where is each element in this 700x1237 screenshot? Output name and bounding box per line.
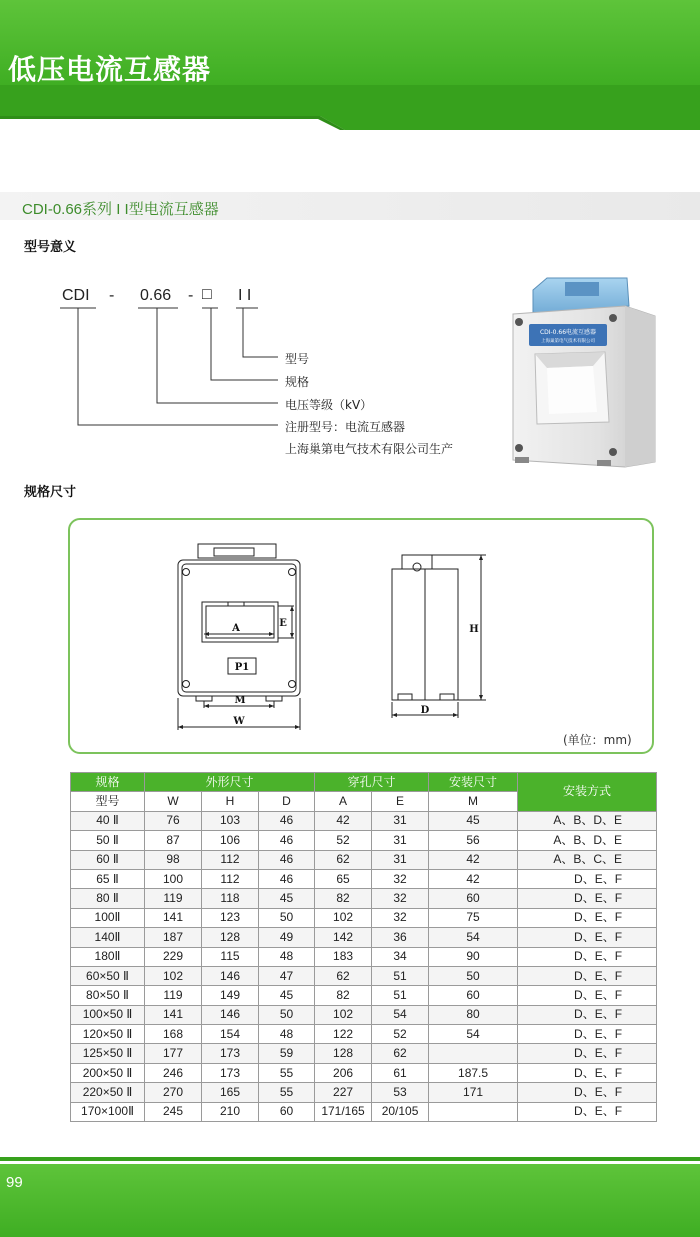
cell-a: 62 — [315, 850, 372, 869]
cell-a: 62 — [315, 966, 372, 985]
cell-h: 123 — [202, 908, 259, 927]
table-row — [71, 889, 657, 908]
cell-e: 61 — [372, 1063, 429, 1082]
cell-model: 200×50 Ⅱ — [71, 1063, 145, 1082]
cell-method: D、E、F — [518, 1102, 657, 1121]
cell-model: 80×50 Ⅱ — [71, 986, 145, 1005]
th-model: 型号 — [71, 792, 145, 811]
cell-e: 32 — [372, 908, 429, 927]
th-hole: 穿孔尺寸 — [315, 773, 429, 792]
cell-model: 60×50 Ⅱ — [71, 966, 145, 985]
cell-method: D、E、F — [518, 908, 657, 927]
th-d: D — [259, 792, 315, 811]
th-a: A — [315, 792, 372, 811]
dim-label-m: M — [234, 695, 246, 706]
dim-label-h: H — [469, 624, 479, 635]
cell-h: 173 — [202, 1063, 259, 1082]
cell-h: 115 — [202, 947, 259, 966]
cell-m: 90 — [429, 947, 518, 966]
table-row — [71, 869, 657, 888]
cell-m: 54 — [429, 1025, 518, 1044]
table-row — [71, 1005, 657, 1024]
cell-model: 220×50 Ⅱ — [71, 1083, 145, 1102]
dim-label-e: E — [279, 618, 287, 629]
cell-e: 34 — [372, 947, 429, 966]
cell-w: 102 — [145, 966, 202, 985]
th-method: 安装方式 — [518, 773, 657, 812]
cell-m: 75 — [429, 908, 518, 927]
dimension-drawing — [68, 518, 654, 754]
product-label-name: CDI-0.66电流互感器 — [539, 329, 597, 336]
code-part-voltage: 0.66 — [140, 287, 172, 304]
dimensions-heading: 规格尺寸 — [24, 485, 77, 500]
legend-registered: 注册型号：电流互感器 — [285, 420, 406, 434]
dim-label-a: A — [232, 623, 240, 634]
cell-e: 51 — [372, 986, 429, 1005]
table-row — [71, 947, 657, 966]
cell-h: 112 — [202, 869, 259, 888]
cell-d: 50 — [259, 908, 315, 927]
cell-a: 42 — [315, 811, 372, 830]
table-row — [71, 986, 657, 1005]
table-row — [71, 966, 657, 985]
cell-w: 141 — [145, 1005, 202, 1024]
code-part-spec: □ — [202, 286, 212, 303]
cell-d: 48 — [259, 947, 315, 966]
cell-e: 31 — [372, 831, 429, 850]
cell-w: 168 — [145, 1025, 202, 1044]
cell-w: 141 — [145, 908, 202, 927]
cell-w: 187 — [145, 928, 202, 947]
cell-method: D、E、F — [518, 1063, 657, 1082]
cell-e: 31 — [372, 850, 429, 869]
cell-method: A、B、C、E — [518, 850, 657, 869]
cell-w: 119 — [145, 986, 202, 1005]
cell-e: 32 — [372, 869, 429, 888]
cell-d: 45 — [259, 889, 315, 908]
cell-a: 171/165 — [315, 1102, 372, 1121]
table-row — [71, 811, 657, 830]
cell-m: 45 — [429, 811, 518, 830]
cell-model: 120×50 Ⅱ — [71, 1025, 145, 1044]
page-number: 99 — [6, 1174, 23, 1191]
cell-method: D、E、F — [518, 986, 657, 1005]
dim-label-p1: P1 — [234, 662, 250, 673]
cell-w: 119 — [145, 889, 202, 908]
cell-a: 128 — [315, 1044, 372, 1063]
cell-d: 46 — [259, 811, 315, 830]
table-row — [71, 908, 657, 927]
cell-method: A、B、D、E — [518, 811, 657, 830]
cell-h: 154 — [202, 1025, 259, 1044]
cell-w: 98 — [145, 850, 202, 869]
legend-voltage: 电压等级（kV） — [285, 398, 373, 412]
cell-method: D、E、F — [518, 1025, 657, 1044]
th-spec: 规格 — [71, 773, 145, 792]
table-row — [71, 831, 657, 850]
cell-w: 177 — [145, 1044, 202, 1063]
cell-w: 87 — [145, 831, 202, 850]
cell-m: 60 — [429, 889, 518, 908]
dim-label-d: D — [420, 705, 430, 716]
cell-model: 180Ⅱ — [71, 947, 145, 966]
cell-w: 245 — [145, 1102, 202, 1121]
cell-a: 142 — [315, 928, 372, 947]
cell-model: 140Ⅱ — [71, 928, 145, 947]
cell-m — [429, 1102, 518, 1121]
cell-d: 50 — [259, 1005, 315, 1024]
cell-method: D、E、F — [518, 869, 657, 888]
cell-m: 80 — [429, 1005, 518, 1024]
cell-a: 102 — [315, 908, 372, 927]
cell-model: 60 Ⅱ — [71, 850, 145, 869]
cell-a: 183 — [315, 947, 372, 966]
cell-e: 32 — [372, 889, 429, 908]
cell-m: 56 — [429, 831, 518, 850]
dim-label-w: W — [233, 716, 245, 727]
cell-h: 128 — [202, 928, 259, 947]
cell-m: 50 — [429, 966, 518, 985]
cell-model: 170×100Ⅱ — [71, 1102, 145, 1121]
footer-line — [0, 1157, 700, 1161]
cell-model: 100×50 Ⅱ — [71, 1005, 145, 1024]
cell-method: D、E、F — [518, 947, 657, 966]
product-image — [505, 272, 665, 472]
cell-a: 206 — [315, 1063, 372, 1082]
code-part-dash-2: - — [188, 287, 194, 304]
cell-w: 246 — [145, 1063, 202, 1082]
cell-method: D、E、F — [518, 1005, 657, 1024]
cell-model: 125×50 Ⅱ — [71, 1044, 145, 1063]
cell-m: 171 — [429, 1083, 518, 1102]
table-row — [71, 1044, 657, 1063]
cell-d: 49 — [259, 928, 315, 947]
code-part-type: I I — [238, 287, 252, 304]
cell-h: 210 — [202, 1102, 259, 1121]
table-row — [71, 1025, 657, 1044]
cell-m: 54 — [429, 928, 518, 947]
cell-m: 60 — [429, 986, 518, 1005]
th-e: E — [372, 792, 429, 811]
cell-w: 76 — [145, 811, 202, 830]
cell-d: 55 — [259, 1063, 315, 1082]
page-title: 低压电流互感器 — [8, 53, 212, 86]
cell-h: 146 — [202, 1005, 259, 1024]
cell-a: 227 — [315, 1083, 372, 1102]
cell-h: 149 — [202, 986, 259, 1005]
cell-d: 46 — [259, 869, 315, 888]
cell-w: 270 — [145, 1083, 202, 1102]
cell-h: 165 — [202, 1083, 259, 1102]
cell-method: D、E、F — [518, 928, 657, 947]
cell-d: 59 — [259, 1044, 315, 1063]
code-part-dash-1: - — [109, 287, 115, 304]
cell-method: D、E、F — [518, 966, 657, 985]
spec-table-body — [71, 811, 657, 1121]
cell-d: 48 — [259, 1025, 315, 1044]
cell-h: 106 — [202, 831, 259, 850]
cell-method: A、B、D、E — [518, 831, 657, 850]
cell-m — [429, 1044, 518, 1063]
cell-a: 82 — [315, 889, 372, 908]
legend-maker: 上海巢第电气技术有限公司生产 — [285, 442, 454, 456]
cell-e: 54 — [372, 1005, 429, 1024]
table-row — [71, 1083, 657, 1102]
cell-d: 46 — [259, 850, 315, 869]
cell-d: 47 — [259, 966, 315, 985]
cell-h: 173 — [202, 1044, 259, 1063]
legend-spec: 规格 — [285, 375, 310, 389]
th-h: H — [202, 792, 259, 811]
table-row — [71, 928, 657, 947]
cell-model: 100Ⅱ — [71, 908, 145, 927]
cell-e: 20/105 — [372, 1102, 429, 1121]
table-row — [71, 850, 657, 869]
cell-model: 65 Ⅱ — [71, 869, 145, 888]
cell-e: 62 — [372, 1044, 429, 1063]
code-part-cdi: CDI — [62, 287, 90, 304]
cell-d: 55 — [259, 1083, 315, 1102]
th-w: W — [145, 792, 202, 811]
cell-e: 52 — [372, 1025, 429, 1044]
cell-model: 50 Ⅱ — [71, 831, 145, 850]
cell-w: 229 — [145, 947, 202, 966]
page-footer — [0, 1164, 700, 1237]
cell-model: 80 Ⅱ — [71, 889, 145, 908]
legend-type: 型号 — [285, 352, 310, 366]
cell-m: 187.5 — [429, 1063, 518, 1082]
table-row — [71, 1063, 657, 1082]
cell-d: 45 — [259, 986, 315, 1005]
cell-h: 118 — [202, 889, 259, 908]
table-row — [71, 1102, 657, 1121]
cell-d: 46 — [259, 831, 315, 850]
spec-table — [70, 772, 657, 1122]
unit-note: (单位：mm) — [563, 733, 632, 747]
cell-w: 100 — [145, 869, 202, 888]
cell-a: 65 — [315, 869, 372, 888]
cell-a: 102 — [315, 1005, 372, 1024]
product-label-maker: 上海巢第电气技术有限公司 — [541, 339, 595, 344]
cell-h: 103 — [202, 811, 259, 830]
cell-m: 42 — [429, 850, 518, 869]
cell-e: 51 — [372, 966, 429, 985]
cell-e: 53 — [372, 1083, 429, 1102]
cell-e: 31 — [372, 811, 429, 830]
cell-e: 36 — [372, 928, 429, 947]
cell-method: D、E、F — [518, 1083, 657, 1102]
cell-model: 40 Ⅱ — [71, 811, 145, 830]
cell-method: D、E、F — [518, 889, 657, 908]
cell-h: 146 — [202, 966, 259, 985]
cell-method: D、E、F — [518, 1044, 657, 1063]
th-outer: 外形尺寸 — [145, 773, 315, 792]
cell-m: 42 — [429, 869, 518, 888]
model-meaning-heading: 型号意义 — [24, 240, 77, 255]
th-m: M — [429, 792, 518, 811]
cell-h: 112 — [202, 850, 259, 869]
cell-a: 122 — [315, 1025, 372, 1044]
cell-d: 60 — [259, 1102, 315, 1121]
cell-a: 82 — [315, 986, 372, 1005]
cell-a: 52 — [315, 831, 372, 850]
section-title: CDI-0.66系列 I I型电流互感器 — [22, 201, 219, 218]
th-install: 安装尺寸 — [429, 773, 518, 792]
